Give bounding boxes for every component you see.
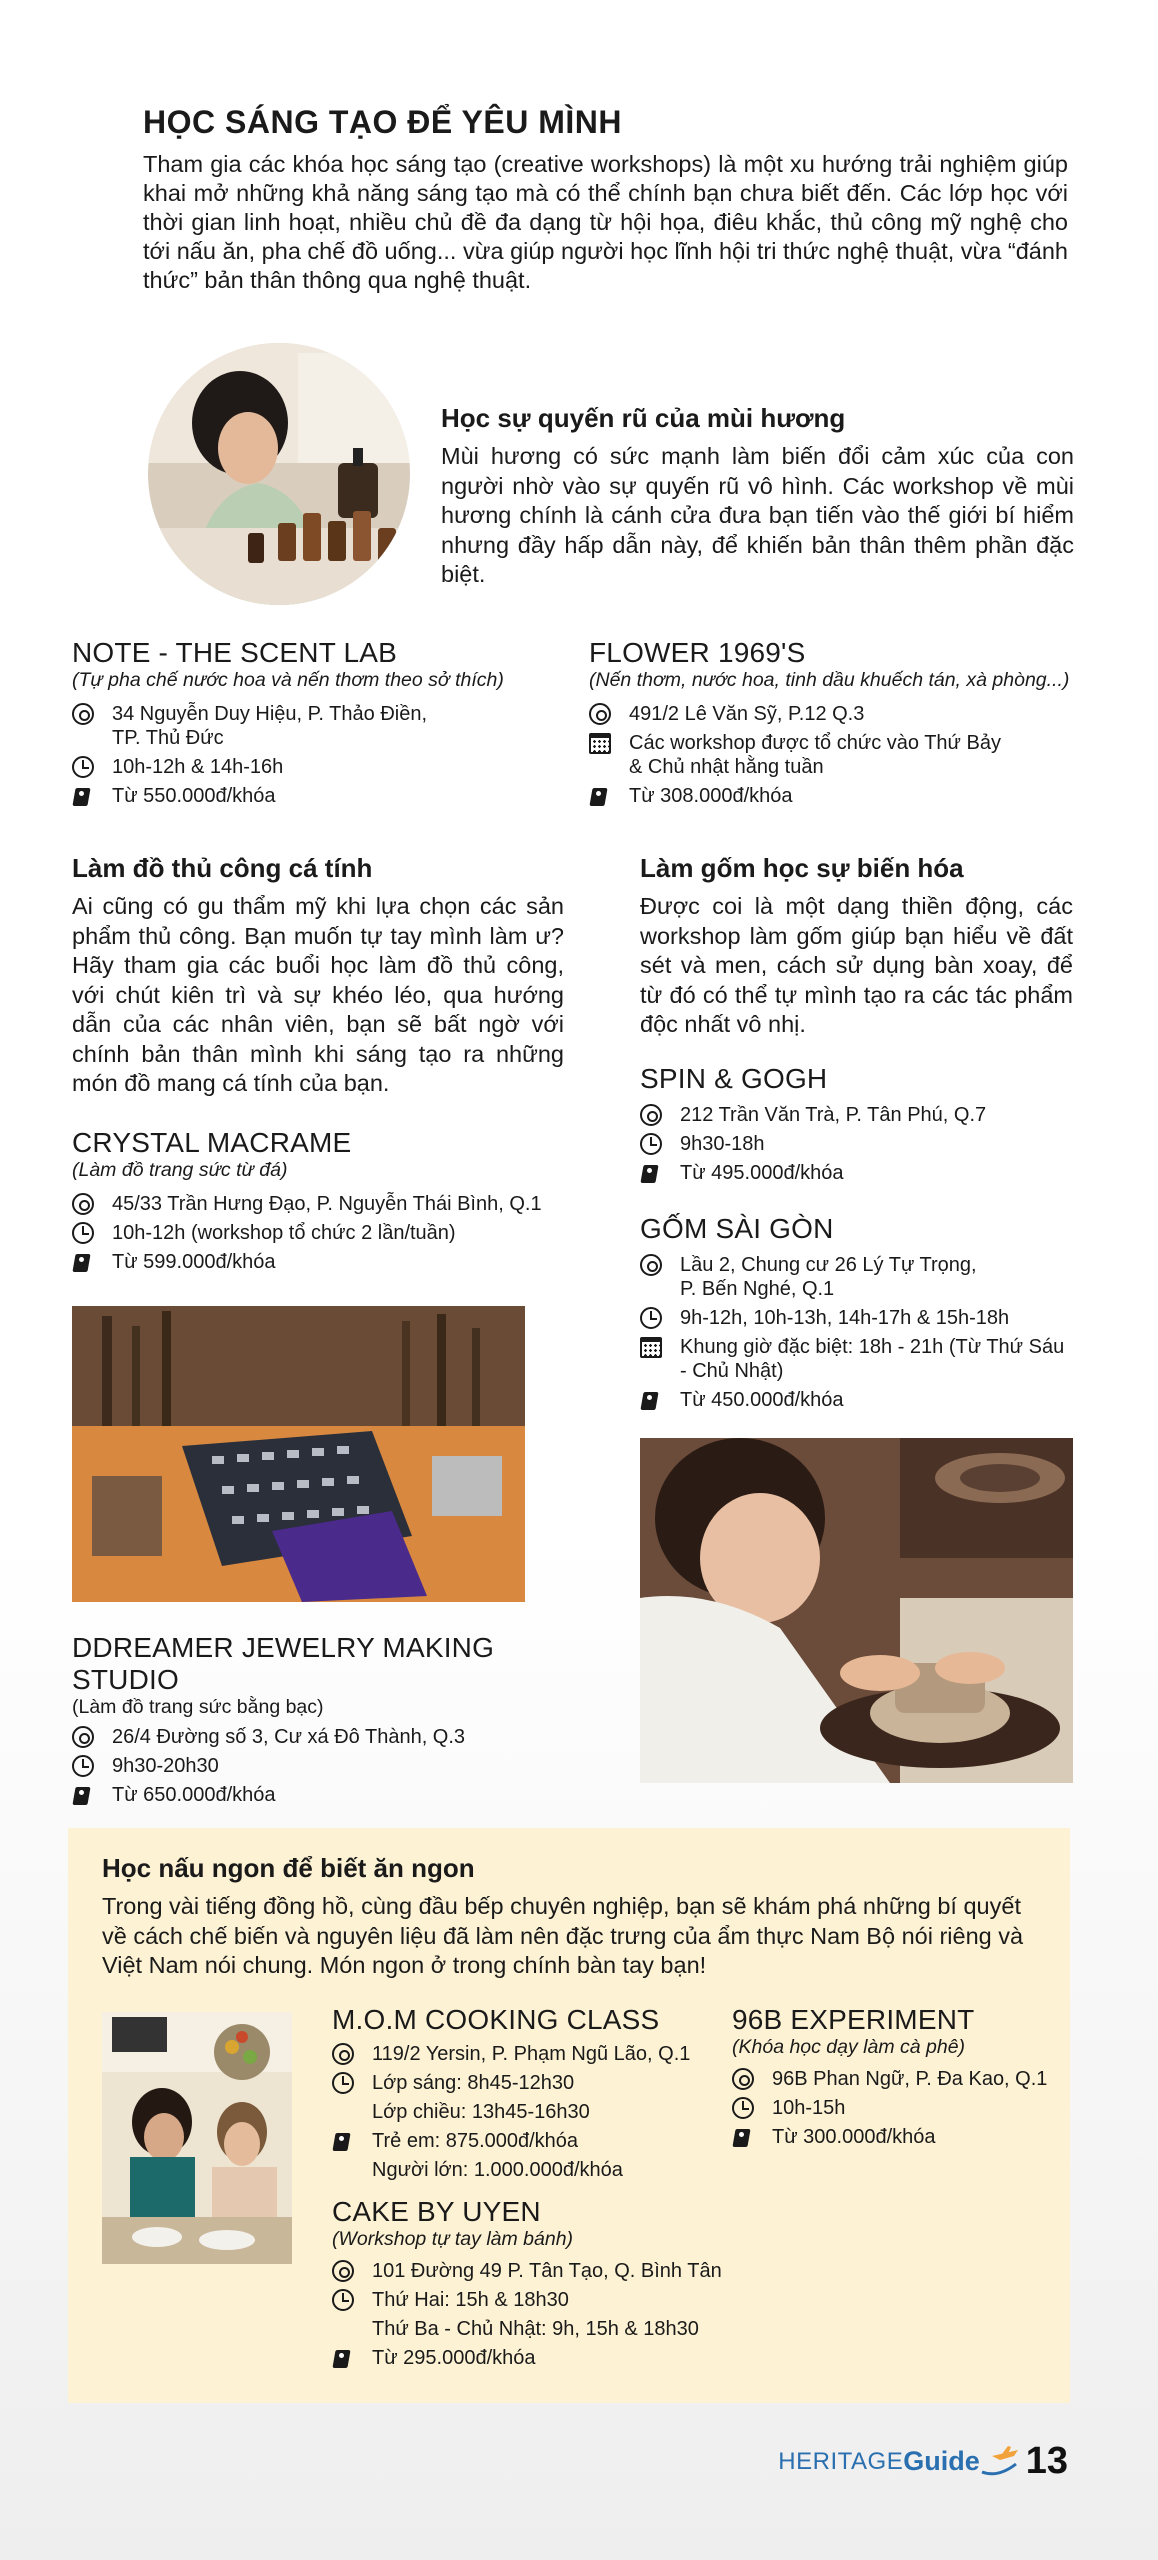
address-text: 491/2 Lê Văn Sỹ, P.12 Q.3: [629, 703, 865, 725]
price-tag-icon: [640, 1162, 660, 1184]
page-title: HỌC SÁNG TẠO ĐỂ YÊU MÌNH: [143, 104, 622, 140]
craft-section-body: Ai cũng có gu thẩm mỹ khi lựa chọn các sản phẩm thủ công. Bạn muốn tự tay mình làm ư? Hãy tham gia các buổi học làm đồ thủ công, với chút kiên trì và sự khéo léo, qua hướng dẫn của các nhân viên, bạn sẽ bất ngờ với chính bản thân mình khi sáng tạo ra những món đồ mang cá tính của bạn.: [72, 893, 564, 1096]
venue-note: (Làm đồ trang sức từ đá): [72, 1159, 288, 1181]
price-tag-icon: [589, 785, 609, 807]
price-text: Từ 295.000đ/khóa: [372, 2347, 536, 2369]
address-row: [72, 702, 572, 750]
hours-text: 9h30-20h30: [112, 1755, 219, 1777]
price-text: Từ 650.000đ/khóa: [112, 1784, 276, 1806]
hours-row: [72, 1754, 592, 1778]
schedule-line: Khung giờ đặc biệt: 18h - 21h (Từ Thứ Sáu: [680, 1336, 1065, 1358]
address-text: 45/33 Trần Hưng Đạo, P. Nguyễn Thái Bình, Q.1: [112, 1193, 542, 1215]
venue-name: M.O.M COOKING CLASS: [332, 2004, 660, 2035]
venue-note: (Tự pha chế nước hoa và nến thơm theo sở thích): [72, 669, 504, 691]
price-line: Trẻ em: 875.000đ/khóa: [372, 2130, 579, 2152]
clock-icon: [332, 2289, 354, 2311]
clock-icon: [732, 2097, 754, 2119]
price-text: Từ 599.000đ/khóa: [112, 1251, 276, 1273]
price-row: [332, 2129, 752, 2182]
hours-line: Thứ Hai: 15h & 18h30: [372, 2289, 569, 2311]
address-line: TP. Thủ Đức: [112, 727, 224, 749]
pottery-section-title: Làm gốm học sự biến hóa: [640, 853, 964, 883]
pottery-section-body: Được coi là một dạng thiền động, các workshop làm gốm giúp bạn hiểu về đất sét và men, cách sử dụng bàn xoay, để từ đó có thể tự mình tạo ra các tác phẩm độc nhất vô nhị.: [640, 893, 1073, 1037]
address-row: [640, 1253, 1100, 1301]
clock-icon: [72, 756, 94, 778]
venue-name: NOTE - THE SCENT LAB: [72, 637, 398, 668]
clock-icon: [72, 1222, 94, 1244]
pin-icon: [640, 1104, 662, 1126]
venue-note-scent-lab: [72, 637, 572, 808]
hours-row: [332, 2071, 752, 2124]
hours-text: 9h30-18h: [680, 1133, 765, 1155]
venue-name: CAKE BY UYEN: [332, 2196, 541, 2227]
page-number: 13: [1025, 2440, 1068, 2482]
venue-mom-cooking-class: [332, 2004, 752, 2182]
hours-text: 10h-12h & 14h-16h: [112, 756, 284, 778]
address-line: 34 Nguyễn Duy Hiệu, P. Thảo Điền,: [112, 703, 428, 725]
price-row: [589, 784, 1109, 808]
price-text: Từ 300.000đ/khóa: [772, 2126, 936, 2148]
price-text: Từ 308.000đ/khóa: [629, 785, 793, 807]
address-line: Lầu 2, Chung cư 26 Lý Tự Trọng,: [680, 1254, 977, 1276]
pin-icon: [332, 2043, 354, 2065]
address-text: 119/2 Yersin, P. Phạm Ngũ Lão, Q.1: [372, 2043, 691, 2065]
price-tag-icon: [640, 1389, 660, 1411]
venue-note: (Nến thơm, nước hoa, tinh dầu khuếch tán, xà phòng...): [589, 669, 1070, 691]
venue-name: SPIN & GOGH: [640, 1063, 828, 1094]
venue-gom-sai-gon: [640, 1213, 1100, 1412]
jewelry-workshop-photo: [72, 1306, 525, 1602]
craft-section-title: Làm đồ thủ công cá tính: [72, 853, 373, 883]
venue-cake-by-uyen: [332, 2196, 792, 2370]
venue-ddreamer-jewelry: [72, 1632, 592, 1807]
pin-icon: [72, 1193, 94, 1215]
schedule-row: [640, 1335, 1100, 1383]
venue-name: 96B EXPERIMENT: [732, 2004, 975, 2035]
hours-row: [72, 755, 572, 779]
hours-row: [72, 1221, 592, 1245]
intro-paragraph: Tham gia các khóa học sáng tạo (creative workshops) là một xu hướng trải nghiệm giúp khai mở những khả năng sáng tạo mà có thể chính bạn chưa biết đến. Các lớp học với thời gian linh hoạt, nhiều chủ đề đa dạng từ hội họa, điêu khắc, thủ công mỹ nghệ cho tới nấu ăn, pha chế đồ uống... vừa giúp người học lĩnh hội tri thức nghệ thuật, vừa “đánh thức” bản thân thông qua nghệ thuật.: [143, 151, 1068, 293]
hours-line: Lớp chiều: 13h45-16h30: [372, 2101, 590, 2123]
hours-text: 9h-12h, 10h-13h, 14h-17h & 15h-18h: [680, 1307, 1010, 1329]
price-tag-icon: [72, 1251, 92, 1273]
address-row: [332, 2259, 792, 2283]
venue-name: CRYSTAL MACRAME: [72, 1127, 352, 1158]
price-row: [72, 784, 572, 808]
hours-line: Thứ Ba - Chủ Nhật: 9h, 15h & 18h30: [372, 2318, 699, 2340]
venue-spin-gogh: [640, 1063, 1100, 1185]
pin-icon: [72, 703, 94, 725]
price-tag-icon: [332, 2130, 352, 2152]
pottery-workshop-photo: [640, 1438, 1073, 1783]
scent-section-title: Học sự quyến rũ của mùi hương: [441, 403, 846, 433]
pin-icon: [589, 703, 611, 725]
address-row: [72, 1725, 592, 1749]
price-text: Từ 550.000đ/khóa: [112, 785, 276, 807]
price-row: [640, 1388, 1100, 1412]
hours-row: [732, 2096, 1062, 2120]
price-row: [332, 2346, 792, 2370]
price-line: Người lớn: 1.000.000đ/khóa: [372, 2159, 623, 2181]
hours-line: Lớp sáng: 8h45-12h30: [372, 2072, 575, 2094]
price-row: [640, 1161, 1100, 1185]
venue-note: (Khóa học dạy làm cà phê): [732, 2036, 966, 2058]
clock-icon: [72, 1755, 94, 1777]
calendar-icon: [640, 1337, 662, 1358]
pin-icon: [72, 1726, 94, 1748]
scent-section-body: Mùi hương có sức mạnh làm biến đổi cảm xúc của con người nhờ vào sự quyến rũ vô hình. Các workshop về mùi hương chính là cánh cửa đưa bạn tiến vào thế giới bí hiểm nhưng đầy hấp dẫn này, để khiến bản thân thêm phần đặc biệt.: [441, 443, 1074, 587]
scent-workshop-photo: [148, 343, 410, 605]
venue-96b-experiment: [732, 2004, 1062, 2149]
cooking-section-title: Học nấu ngon để biết ăn ngon: [102, 1853, 475, 1883]
address-row: [640, 1103, 1100, 1127]
address-text: 101 Đường 49 P. Tân Tạo, Q. Bình Tân: [372, 2260, 722, 2282]
venue-flower-1969s: [589, 637, 1109, 808]
hours-row: [332, 2288, 792, 2341]
schedule-line: Các workshop được tổ chức vào Thứ Bảy: [629, 732, 1001, 754]
address-row: [732, 2067, 1062, 2091]
hours-row: [640, 1306, 1100, 1330]
schedule-line: & Chủ nhật hằng tuần: [629, 756, 824, 778]
pin-icon: [332, 2260, 354, 2282]
logo-text-guide: Guide: [903, 2446, 980, 2476]
hours-text: 10h-12h (workshop tổ chức 2 lần/tuần): [112, 1222, 456, 1244]
pin-icon: [640, 1254, 662, 1276]
venue-name: DDREAMER JEWELRY MAKING STUDIO: [72, 1632, 495, 1695]
pin-icon: [732, 2068, 754, 2090]
address-text: 26/4 Đường số 3, Cư xá Đô Thành, Q.3: [112, 1726, 466, 1748]
cooking-class-photo: [102, 2012, 292, 2264]
price-text: Từ 450.000đ/khóa: [680, 1389, 844, 1411]
price-tag-icon: [332, 2347, 352, 2369]
price-row: [72, 1250, 592, 1274]
hours-row: [640, 1132, 1100, 1156]
price-row: [72, 1783, 592, 1807]
cooking-section-box: [68, 1828, 1070, 2403]
venue-name: FLOWER 1969'S: [589, 637, 806, 668]
schedule-line: - Chủ Nhật): [680, 1360, 784, 1382]
address-text: 96B Phan Ngữ, P. Đa Kao, Q.1: [772, 2068, 1048, 2090]
address-text: 212 Trần Văn Trà, P. Tân Phú, Q.7: [680, 1104, 987, 1126]
address-row: [72, 1192, 592, 1216]
venue-note: (Làm đồ trang sức bằng bạc): [72, 1696, 324, 1718]
venue-name: GỐM SÀI GÒN: [640, 1213, 834, 1244]
clock-icon: [640, 1133, 662, 1155]
cooking-section-body: Trong vài tiếng đồng hồ, cùng đầu bếp chuyên nghiệp, bạn sẽ khám phá những bí quyết về cách chế biến và nguyên liệu đã làm nên đặc trưng của ẩm thực Nam Bộ nói riêng và Việt Nam nói chung. Món ngon ở trong chính bàn tay bạn!: [102, 1893, 1024, 1978]
footer: [778, 2440, 1068, 2483]
hours-text: 10h-15h: [772, 2097, 846, 2119]
clock-icon: [332, 2072, 354, 2094]
price-tag-icon: [732, 2126, 752, 2148]
clock-icon: [640, 1307, 662, 1329]
schedule-row: [589, 731, 1109, 779]
price-row: [732, 2125, 1062, 2149]
calendar-icon: [589, 733, 611, 754]
price-tag-icon: [72, 1784, 92, 1806]
address-line: P. Bến Nghé, Q.1: [680, 1278, 835, 1300]
address-row: [589, 702, 1109, 726]
logo-text-heritage: HERITAGE: [778, 2447, 904, 2475]
price-tag-icon: [72, 785, 92, 807]
venue-crystal-macrame: [72, 1127, 592, 1274]
venue-note: (Workshop tự tay làm bánh): [332, 2228, 574, 2250]
address-row: [332, 2042, 752, 2066]
plane-logo-icon: [978, 2444, 1022, 2480]
price-text: Từ 495.000đ/khóa: [680, 1162, 844, 1184]
